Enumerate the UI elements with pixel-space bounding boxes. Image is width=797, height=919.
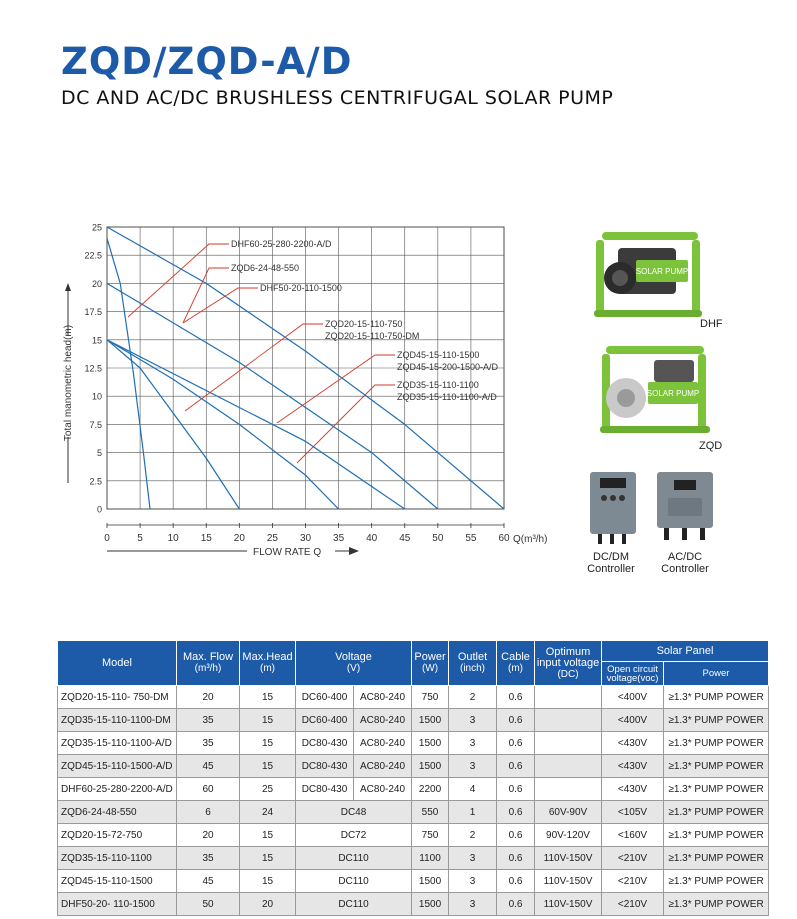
x-tick-label: 30 — [299, 533, 312, 544]
y-tick-label: 25 — [91, 222, 102, 233]
cell-power: 1100 — [412, 847, 449, 870]
y-axis-arrow-head — [65, 283, 71, 291]
cell-power: 1500 — [412, 870, 449, 893]
table-row — [58, 801, 769, 824]
cell-optimum: 90V-120V — [535, 824, 602, 847]
cell-cable: 0.6 — [497, 801, 535, 824]
cell-model: ZQD45-15-110-1500-A/D — [58, 755, 177, 778]
header-solar-panel: Solar Panel — [602, 641, 769, 662]
x-tick-label: 35 — [333, 533, 345, 544]
cell-voltage: DC48 — [296, 801, 412, 824]
y-tick-label: 15 — [91, 335, 102, 346]
annotation-leader-5 — [277, 355, 395, 423]
header-optimum-title: Optimum — [545, 645, 591, 658]
ac-controller-image — [654, 470, 716, 542]
cell-head: 15 — [240, 686, 296, 709]
cell-voltage: DC110 — [296, 893, 412, 916]
x-axis-label: FLOW RATE Q — [253, 547, 322, 558]
dhf-pump-label: SOLAR PUMP — [635, 267, 689, 276]
x-axis-arrow-head — [349, 547, 359, 555]
cell-power: 1500 — [412, 732, 449, 755]
cell-voltage: DC110 — [296, 870, 412, 893]
header-head-unit: (m) — [260, 663, 275, 674]
annotation-label: ZQD20-15-110-750-DM — [325, 331, 420, 341]
cell-head: 15 — [240, 732, 296, 755]
header-cable-unit: (m) — [508, 663, 524, 674]
y-axis-label: Total manometric head(m) — [63, 324, 74, 442]
cell-outlet: 4 — [449, 778, 497, 801]
cell-head: 20 — [240, 893, 296, 916]
cell-solar-power: ≥1.3* PUMP POWER — [664, 755, 769, 778]
annotation-label: DHF60-25-280-2200-A/D — [231, 239, 332, 249]
cell-flow: 20 — [177, 686, 240, 709]
y-tick-label: 20 — [91, 278, 102, 289]
x-axis-unit: Q(m³/h) — [513, 534, 548, 545]
cell-model: ZQD35-15-110-1100-DM — [58, 709, 177, 732]
dc-controller-label — [581, 551, 641, 575]
x-tick-label: 55 — [465, 533, 477, 544]
y-tick-label: 17.5 — [84, 307, 102, 318]
annotation-leader-6 — [297, 385, 395, 463]
x-tick-label: 60 — [498, 533, 510, 544]
cell-solar-power: ≥1.3* PUMP POWER — [664, 732, 769, 755]
annotation-label: ZQD35-15-110-1100-A/D — [397, 392, 497, 402]
header-solar-power: Power — [664, 662, 769, 686]
y-tick-label: 0 — [96, 504, 102, 515]
performance-chart — [55, 215, 555, 560]
cell-cable: 0.6 — [497, 755, 535, 778]
cell-outlet: 3 — [449, 847, 497, 870]
x-tick-label: 15 — [200, 533, 212, 544]
header-flow-unit: (m³/h) — [194, 663, 222, 674]
cell-solar-power: ≥1.3* PUMP POWER — [664, 801, 769, 824]
cell-model: ZQD35-15-110-1100 — [58, 847, 177, 870]
cell-solar-power: ≥1.3* PUMP POWER — [664, 893, 769, 916]
cell-head: 15 — [240, 709, 296, 732]
annotation-leader-4 — [185, 324, 323, 411]
annotation-label: DHF50-20-110-1500 — [260, 283, 342, 293]
cell-cable: 0.6 — [497, 709, 535, 732]
table-row — [58, 755, 769, 778]
header-model: Model — [58, 641, 177, 686]
x-tick-label: 45 — [399, 533, 411, 544]
x-tick-label: 25 — [266, 533, 278, 544]
cell-model: ZQD20-15-72-750 — [58, 824, 177, 847]
cell-ocv: <210V — [602, 847, 664, 870]
header-outlet — [449, 641, 497, 686]
page-title: ZQD/ZQD-A/D — [61, 40, 353, 83]
cell-model: ZQD45-15-110-1500 — [58, 870, 177, 893]
cell-head: 15 — [240, 870, 296, 893]
cell-cable: 0.6 — [497, 778, 535, 801]
y-tick-label: 2.5 — [89, 476, 102, 487]
spec-table-body — [58, 686, 769, 916]
header-power — [412, 641, 449, 686]
page-subtitle: DC AND AC/DC BRUSHLESS CENTRIFUGAL SOLAR PUMP — [61, 87, 614, 109]
header-cable — [497, 641, 535, 686]
cell-outlet: 2 — [449, 824, 497, 847]
table-row — [58, 870, 769, 893]
header-voltage-unit: (V) — [346, 663, 361, 674]
cell-optimum — [535, 732, 602, 755]
table-row — [58, 732, 769, 755]
cell-outlet: 3 — [449, 732, 497, 755]
cell-voltage-dc: DC80-430 — [296, 778, 354, 801]
cell-optimum — [535, 686, 602, 709]
cell-voltage-ac: AC80-240 — [354, 709, 412, 732]
cell-power: 1500 — [412, 709, 449, 732]
cell-power: 1500 — [412, 755, 449, 778]
cell-ocv: <210V — [602, 893, 664, 916]
x-tick-label: 5 — [137, 533, 143, 544]
cell-flow: 35 — [177, 847, 240, 870]
x-tick-label: 50 — [432, 533, 444, 544]
table-row — [58, 778, 769, 801]
header-power-title: Power — [414, 651, 446, 663]
ac-controller-line1: AC/DC — [667, 551, 703, 563]
annotation-label: ZQD45-15-200-1500-A/D — [397, 362, 499, 372]
cell-solar-power: ≥1.3* PUMP POWER — [664, 870, 769, 893]
cell-voltage-ac: AC80-240 — [354, 732, 412, 755]
annotation-label: ZQD20-15-110-750 — [325, 319, 403, 329]
cell-power: 750 — [412, 824, 449, 847]
cell-model: ZQD35-15-110-1100-A/D — [58, 732, 177, 755]
cell-solar-power: ≥1.3* PUMP POWER — [664, 847, 769, 870]
cell-optimum — [535, 755, 602, 778]
x-tick-label: 40 — [366, 533, 378, 544]
cell-head: 25 — [240, 778, 296, 801]
cell-voltage-ac: AC80-240 — [354, 686, 412, 709]
cell-outlet: 2 — [449, 686, 497, 709]
zqd-pump-image — [596, 340, 716, 440]
cell-ocv: <210V — [602, 870, 664, 893]
cell-model: DHF60-25-280-2200-A/D — [58, 778, 177, 801]
cell-solar-power: ≥1.3* PUMP POWER — [664, 778, 769, 801]
header-head-title: Max.Head — [242, 651, 293, 663]
cell-head: 15 — [240, 824, 296, 847]
cell-outlet: 3 — [449, 870, 497, 893]
dc-controller-line2: Controller — [587, 563, 635, 575]
chart-annotations — [128, 239, 499, 463]
cell-outlet: 3 — [449, 709, 497, 732]
cell-outlet: 3 — [449, 755, 497, 778]
x-tick-label: 20 — [233, 533, 245, 544]
cell-voltage: DC110 — [296, 847, 412, 870]
cell-flow: 35 — [177, 732, 240, 755]
cell-cable: 0.6 — [497, 732, 535, 755]
ac-controller-label — [655, 551, 715, 575]
cell-solar-power: ≥1.3* PUMP POWER — [664, 686, 769, 709]
table-row — [58, 824, 769, 847]
cell-voltage-dc: DC80-430 — [296, 755, 354, 778]
header-flow — [177, 641, 240, 686]
header-head — [240, 641, 296, 686]
cell-flow: 60 — [177, 778, 240, 801]
table-row — [58, 847, 769, 870]
annotation-label: ZQD6-24-48-550 — [231, 263, 300, 273]
cell-head: 15 — [240, 847, 296, 870]
cell-cable: 0.6 — [497, 870, 535, 893]
annotation-label: ZQD45-15-110-1500 — [397, 350, 480, 360]
ac-controller-line2: Controller — [661, 563, 709, 575]
x-tick-label: 10 — [167, 533, 179, 544]
cell-optimum — [535, 778, 602, 801]
cell-head: 24 — [240, 801, 296, 824]
header-ocv-2: voltage(voc) — [606, 672, 659, 684]
cell-solar-power: ≥1.3* PUMP POWER — [664, 824, 769, 847]
header-ocv-1: Open circuit — [607, 663, 658, 675]
cell-power: 550 — [412, 801, 449, 824]
cell-head: 15 — [240, 755, 296, 778]
table-row — [58, 709, 769, 732]
x-tick-label: 0 — [104, 533, 110, 544]
header-outlet-unit: (inch) — [460, 663, 486, 674]
cell-flow: 45 — [177, 870, 240, 893]
header-outlet-title: Outlet — [457, 651, 488, 663]
dhf-pump-image — [588, 226, 708, 326]
cell-optimum: 110V-150V — [535, 870, 602, 893]
header-optimum — [535, 641, 602, 686]
cell-cable: 0.6 — [497, 893, 535, 916]
cell-ocv: <430V — [602, 778, 664, 801]
cell-optimum: 60V-90V — [535, 801, 602, 824]
header-ocv — [602, 662, 664, 686]
cell-flow: 45 — [177, 755, 240, 778]
header-power-unit: (W) — [421, 663, 439, 674]
header-flow-title: Max. Flow — [182, 651, 234, 663]
y-tick-label: 7.5 — [89, 419, 102, 430]
y-tick-label: 22.5 — [84, 250, 102, 261]
cell-cable: 0.6 — [497, 824, 535, 847]
cell-flow: 35 — [177, 709, 240, 732]
header-voltage — [296, 641, 412, 686]
cell-cable: 0.6 — [497, 847, 535, 870]
cell-flow: 50 — [177, 893, 240, 916]
cell-voltage-dc: DC80-430 — [296, 732, 354, 755]
cell-ocv: <430V — [602, 755, 664, 778]
spec-table — [57, 640, 769, 916]
cell-voltage-ac: AC80-240 — [354, 755, 412, 778]
cell-voltage-dc: DC60-400 — [296, 709, 354, 732]
cell-ocv: <430V — [602, 732, 664, 755]
cell-optimum — [535, 709, 602, 732]
cell-power: 2200 — [412, 778, 449, 801]
cell-model: ZQD6-24-48-550 — [58, 801, 177, 824]
cell-voltage-ac: AC80-240 — [354, 778, 412, 801]
table-row — [58, 686, 769, 709]
cell-cable: 0.6 — [497, 686, 535, 709]
header-voltage-title: Voltage — [335, 651, 372, 663]
zqd-pump-label: SOLAR PUMP — [646, 389, 700, 398]
header-optimum-unit: (DC) — [557, 668, 579, 680]
cell-optimum: 110V-150V — [535, 893, 602, 916]
header-cable-title: Cable — [501, 651, 530, 663]
cell-voltage-dc: DC60-400 — [296, 686, 354, 709]
cell-power: 1500 — [412, 893, 449, 916]
cell-solar-power: ≥1.3* PUMP POWER — [664, 709, 769, 732]
annotation-label: ZQD35-15-110-1100 — [397, 380, 479, 390]
cell-power: 750 — [412, 686, 449, 709]
cell-ocv: <400V — [602, 709, 664, 732]
cell-model: ZQD20-15-110- 750-DM — [58, 686, 177, 709]
dhf-label: DHF — [700, 318, 723, 330]
cell-ocv: <160V — [602, 824, 664, 847]
cell-outlet: 1 — [449, 801, 497, 824]
cell-outlet: 3 — [449, 893, 497, 916]
cell-voltage: DC72 — [296, 824, 412, 847]
table-row — [58, 893, 769, 916]
cell-ocv: <105V — [602, 801, 664, 824]
y-tick-label: 10 — [91, 391, 102, 402]
cell-ocv: <400V — [602, 686, 664, 709]
zqd-label: ZQD — [699, 440, 723, 452]
cell-model: DHF50-20- 110-1500 — [58, 893, 177, 916]
header-optimum-title2: input voltage — [536, 656, 600, 669]
dc-controller-image — [586, 470, 640, 546]
cell-flow: 20 — [177, 824, 240, 847]
y-tick-label: 5 — [96, 448, 102, 459]
dc-controller-line1: DC/DM — [592, 551, 630, 563]
cell-flow: 6 — [177, 801, 240, 824]
cell-optimum: 110V-150V — [535, 847, 602, 870]
y-tick-label: 12.5 — [84, 363, 102, 374]
